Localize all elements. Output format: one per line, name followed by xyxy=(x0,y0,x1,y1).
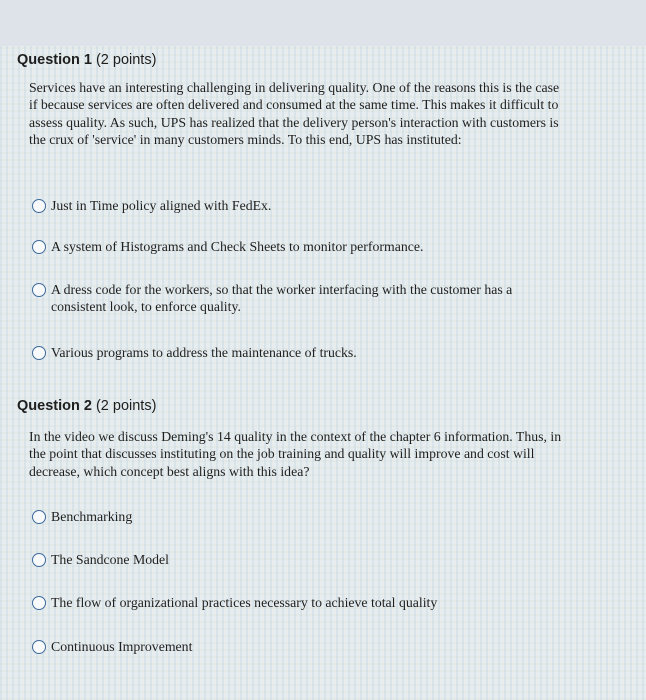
answer-option-3[interactable] xyxy=(32,281,556,316)
answer-option-4[interactable] xyxy=(32,344,357,361)
radio-button[interactable] xyxy=(32,640,46,654)
radio-button[interactable] xyxy=(32,596,46,610)
radio-button[interactable] xyxy=(32,199,46,213)
question-text: Services have an interesting challenging in delivering quality. One of the reasons this is the case if because services are often delivered and consumed at the same time. This makes it difficult to assess quality. As such, UPS has realized that the delivery person's interaction with customers is the crux of 'service' in many customers minds. To this end, UPS has instituted: xyxy=(29,80,560,148)
page-top-area xyxy=(0,0,646,46)
question-points: (2 points) xyxy=(95,52,157,68)
radio-button[interactable] xyxy=(32,240,46,254)
answer-option-3[interactable] xyxy=(32,594,437,611)
answer-option-1[interactable] xyxy=(32,197,271,214)
radio-button[interactable] xyxy=(32,510,46,524)
question-heading xyxy=(17,398,156,414)
answer-option-label: A dress code for the workers, so that the worker interfacing with the customer has a consistent look, to enforce quality. xyxy=(51,282,513,315)
question-number: Question 1 xyxy=(17,52,92,68)
answer-option-label: Benchmarking xyxy=(51,509,133,524)
question-text: In the video we discuss Deming's 14 quality in the context of the chapter 6 information. Thus, in the point that discusses instituting on the job training and quality will improve and cost will decrease, which concept best aligns with this idea? xyxy=(29,429,562,479)
answer-option-label: A system of Histograms and Check Sheets to monitor performance. xyxy=(51,239,424,254)
radio-button[interactable] xyxy=(32,553,46,567)
answer-option-1[interactable] xyxy=(32,508,132,525)
radio-button[interactable] xyxy=(32,346,46,360)
answer-option-2[interactable] xyxy=(32,238,423,255)
answer-option-label: Just in Time policy aligned with FedEx. xyxy=(51,198,272,213)
answer-option-label: Various programs to address the maintenance of trucks. xyxy=(51,345,357,360)
question-points: (2 points) xyxy=(95,398,157,414)
answer-option-2[interactable] xyxy=(32,551,169,568)
answer-option-4[interactable] xyxy=(32,638,192,655)
answer-option-label: The Sandcone Model xyxy=(51,552,170,567)
radio-button[interactable] xyxy=(32,283,46,297)
question-number: Question 2 xyxy=(17,398,92,414)
question-heading xyxy=(17,52,156,68)
answer-option-label: The flow of organizational practices necessary to achieve total quality xyxy=(51,595,438,610)
answer-option-label: Continuous Improvement xyxy=(51,639,193,654)
